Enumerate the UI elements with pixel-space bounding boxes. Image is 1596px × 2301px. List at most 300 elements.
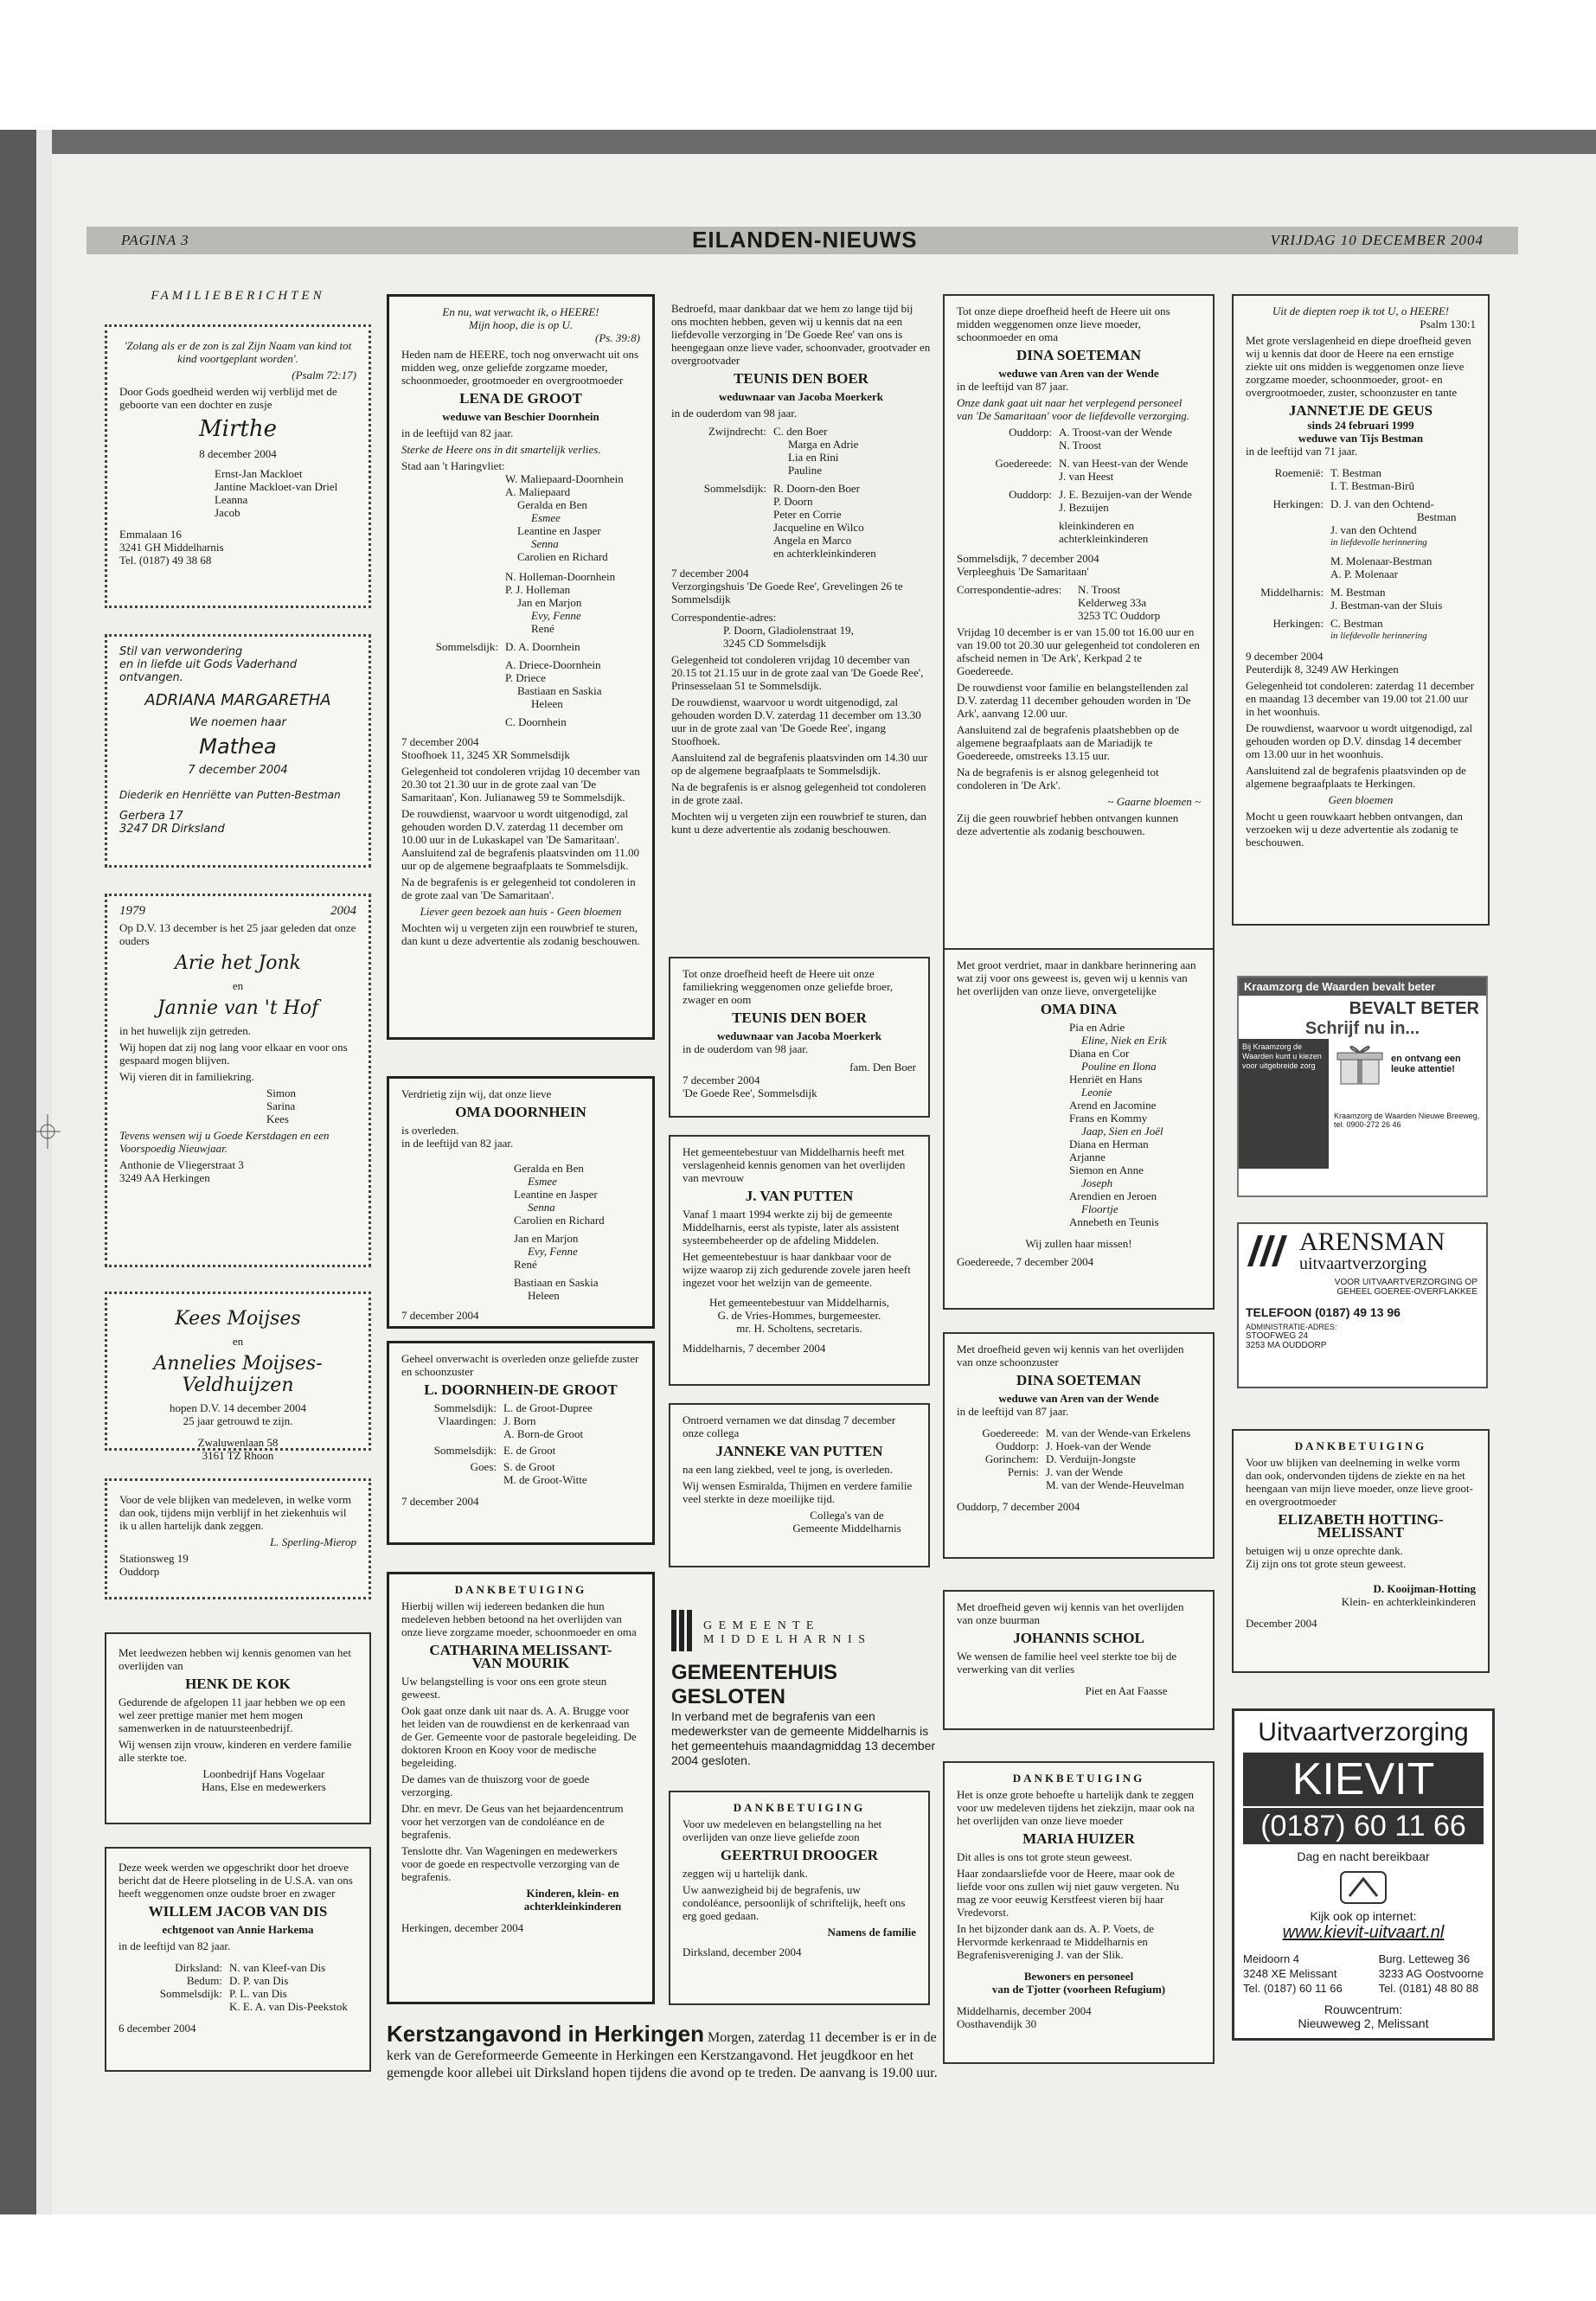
text: We wensen de familie heel veel sterkte toe bij de verwerking van dit verlies [957, 1650, 1177, 1676]
death-notice-doornhein-de-groot [387, 1341, 655, 1545]
intro: Verdrietig zijn wij, dat onze lieve [401, 1087, 552, 1100]
intro: Tot onze droefheid heeft de Heere uit onze familiekring weggenomen onze geliefde broer, zwager en oom [683, 967, 894, 1006]
section-title-wrap [108, 290, 368, 303]
relative: N. van Heest-van der Wende [1059, 457, 1189, 470]
phone: Tel. (0181) 48 80 88 [1378, 1982, 1479, 1995]
death-notice-kok [105, 1632, 371, 1824]
relative: Marga en Adrie [788, 438, 859, 451]
text: De rouwdienst voor familie en belangstellenden zal D.V. zaterdag 11 december gehouden worden in 'De Ark', aanvang 12.00 uur. [957, 681, 1191, 720]
place [957, 501, 1052, 514]
care-home: Verpleeghuis 'De Samaritaan' [957, 565, 1089, 578]
relative: Geralda en Ben [517, 498, 587, 511]
brand-name: KIEVIT [1243, 1753, 1484, 1806]
place [957, 470, 1052, 483]
arensman-ad[interactable] [1237, 1222, 1488, 1388]
age: in de ouderdom van 98 jaar. [671, 407, 798, 420]
heading: DANKBETUIGING [1012, 1772, 1145, 1785]
death-notice-oma-dina [943, 948, 1215, 1310]
grandchild: Arjanne [1069, 1150, 1106, 1163]
intro: Met groot verdriet, maar in dankbare herinnering aan wat zij voor ons geweest is, geven wij u kennis van het overlijden van onze lieve, onvergetelijke [957, 958, 1196, 997]
relative: I. T. Bestman-Birũ [1330, 479, 1415, 492]
text: in het huwelijk zijn getreden. [119, 1024, 251, 1037]
thanks-melissant [387, 1572, 655, 2004]
spouse: echtgenoot van Annie Harkema [162, 1923, 314, 1936]
text: Uw aanwezigheid bij de begrafenis, uw condoléance, persoonlijk of schriftelijk, heeft ons erg goed gedaan. [683, 1883, 906, 1922]
grandchild: Jaap, Sien en Joël [1081, 1125, 1163, 1138]
year-end: 2004 [330, 904, 356, 918]
relative: J. Bezuijen [1059, 501, 1109, 514]
flowers: ~ Gaarne bloemen ~ [1107, 795, 1201, 808]
line: Stil van verwondering [119, 645, 243, 658]
relative: en achterkleinkinderen [773, 547, 876, 560]
memorial: in liefdevolle herinnering [1330, 631, 1427, 641]
place: Stad aan 't Haringvliet: [401, 459, 505, 472]
place: Pernis: [1007, 1465, 1039, 1478]
relative: R. Doorn-den Boer [773, 482, 861, 495]
date: Sommelsdijk, 7 december 2004 [957, 552, 1099, 565]
kievit-ad[interactable] [1232, 1708, 1495, 2041]
place: Vlaardingen: [438, 1414, 497, 1427]
address-line: Meidoorn 4 [1243, 1952, 1300, 1965]
date: 7 december 2004 [671, 567, 749, 580]
gemeentehuis-notice [671, 1610, 946, 1774]
kraamzorg-ad[interactable] [1237, 976, 1488, 1197]
date: 7 december 2004 [401, 735, 479, 748]
article-headline: Kerstzangavond in Herkingen [387, 2021, 704, 2047]
care-home: Verzorgingshuis 'De Goede Ree', Grevelingen 26 te Sommelsdijk [671, 580, 903, 606]
place: Sommelsdijk: [159, 1987, 222, 2000]
ad-banner: Kraamzorg de Waarden bevalt beter [1239, 977, 1486, 996]
grandchild: Leantine en Jasper [514, 1188, 598, 1201]
signature: Het gemeentebestuur van Middelharnis, [709, 1296, 889, 1309]
date: 7 december 2004 [401, 1495, 479, 1508]
ad-side-text: Bij Kraamzorg de Waarden kunt u kiezen voor uitgebreide zorg [1239, 1039, 1329, 1169]
text: is overleden. [401, 1124, 459, 1137]
place: Sommelsdijk: [703, 482, 766, 495]
place [957, 1478, 1039, 1491]
text: Zij zijn ons tot grote steun geweest. [1246, 1557, 1407, 1570]
place: Herkingen: [1272, 497, 1324, 510]
text: Haar zondaarsliefde voor de Heere, maar ook de liefde voor ons zullen wij niet gauw vergeten. Nu mag ze voor eeuwig Kerstfeest vieren bij haar Vredevorst. [957, 1867, 1180, 1919]
text: Mochten wij u vergeten zijn een rouwbrief te sturen, dan kunt u deze advertentie als zodanig beschouwen. [671, 810, 927, 836]
address-line: 3253 MA OUDDORP [1246, 1341, 1327, 1350]
deceased-name: OMA DOORNHEIN [455, 1104, 586, 1120]
signature: Kinderen, klein- en [526, 1887, 619, 1900]
place: Zwijndrecht: [708, 425, 766, 438]
intro: Tot onze diepe droefheid heeft de Heere uit ons midden weggenomen onze lieve moeder, schoonmoeder en oma [957, 304, 1170, 343]
wish: Tevens wensen wij u Goede Kerstdagen en een Voorspoedig Nieuwjaar. [119, 1129, 330, 1155]
label: Correspondentie-adres: [671, 611, 777, 624]
quote-ref: (Psalm 72:17) [292, 369, 356, 381]
relative: Peter en Corrie [773, 508, 842, 521]
signature: achterkleinkinderen [523, 1900, 622, 1913]
name-wife: Annelies Moijses-Veldhuijzen [153, 1353, 323, 1396]
intro: Met leedwezen hebben wij kennis genomen van het overlijden van [119, 1646, 351, 1672]
heading: DANKBETUIGING [1294, 1439, 1427, 1452]
relative: P. Doorn [773, 495, 813, 508]
relative: J. van Heest [1059, 470, 1114, 483]
place [1246, 630, 1324, 643]
phone: (0187) 60 11 66 [1243, 1808, 1484, 1844]
age: in de ouderdom van 98 jaar. [683, 1042, 809, 1055]
masthead: EILANDEN-NIEUWS [692, 227, 918, 253]
date: December 2004 [1246, 1617, 1317, 1630]
thanks-sperling [105, 1478, 371, 1599]
parents: Diederik en Henriëtte van Putten-Bestman [119, 789, 341, 801]
text: Na de begrafenis is er alsnog gelegenheid tot condoleren in de grote zaal. [671, 780, 926, 806]
municipality-logo-icon [671, 1610, 695, 1656]
place: Gorinchem: [984, 1452, 1039, 1465]
deceased-name: ELIZABETH HOTTING- [1278, 1511, 1444, 1528]
place: Goedereede: [995, 457, 1052, 470]
relative: M. de Groot-Witte [503, 1473, 587, 1486]
relative: achterkleinkinderen [1059, 532, 1149, 545]
intro: Heden nam de HEERE, toch nog onverwacht uit ons midden weg, onze geliefde zorgzame moeder, schoonmoeder, grootmoeder en overgrootmoeder [401, 348, 639, 387]
relative: E. de Groot [503, 1444, 556, 1457]
kerstzang-article [387, 2021, 943, 2080]
logo-text: M I D D E L H A R N I S [703, 1632, 867, 1646]
place [119, 2000, 222, 2013]
kievit-logo-icon [1339, 1870, 1388, 1905]
quote: Uit de diepten roep ik tot U, o HEERE! [1272, 304, 1450, 317]
notice-van-putten-gemeente [669, 1135, 930, 1386]
relative: N. Troost [1059, 439, 1102, 452]
relative: J. Born [503, 1414, 536, 1427]
ad-line: Dag en nacht bereikbaar [1297, 1849, 1430, 1863]
deceased-name: OMA DINA [1040, 1001, 1118, 1017]
closing: Wij zullen haar missen! [1025, 1237, 1132, 1250]
address: Oosthavendijk 30 [957, 2017, 1037, 2030]
death-notice-teunis-2 [669, 957, 930, 1118]
relative: D. J. van den Ochtend- [1330, 497, 1434, 510]
text: Voor de vele blijken van medeleven, in welke vorm dan ook, tijdens mijn verblijf in het ziekenhuis wil ik u allen hartelijk dank zeggen. [119, 1493, 351, 1532]
label: Correspondentie-adres: [957, 583, 1062, 596]
relative: kleinkinderen en [1059, 519, 1134, 532]
address-line: Stationsweg 19 [119, 1552, 189, 1565]
name: N. van Kleef-van Dis [229, 1961, 326, 1974]
place [1246, 567, 1324, 580]
memorial: in liefdevolle herinnering [1330, 537, 1427, 548]
text: 25 jaar getrouwd te zijn. [183, 1414, 293, 1427]
place: 'De Goede Ree', Sommelsdijk [683, 1086, 817, 1099]
relative: J. van der Wende [1046, 1465, 1123, 1478]
death-notice-soeteman-2 [943, 1332, 1215, 1559]
date: Middelharnis, 7 december 2004 [683, 1342, 826, 1355]
intro: Met droefheid geven wij kennis van het overlijden van onze buurman [957, 1600, 1184, 1626]
thanks-staff: Onze dank gaat uit naar het verplegend personeel van 'De Samaritaan' voor de liefdevolle verzorging. [957, 396, 1189, 422]
grandchild: Diana en Herman [1069, 1138, 1149, 1150]
text: Tenslotte dhr. Van Wageningen en medewerkers voor de goede en respectvolle verzorging van de begrafenis. [401, 1844, 620, 1883]
arensman-logo-icon [1246, 1232, 1294, 1270]
text: Dit alles is ons tot grote steun geweest. [957, 1850, 1132, 1863]
logo-text: G E M E E N T E [703, 1618, 816, 1632]
parent: Ernst-Jan Mackloet [215, 467, 303, 480]
ad-offer: en ontvang een leuke attentie! [1391, 1054, 1461, 1074]
deceased-name: DINA SOETEMAN [1016, 1372, 1142, 1388]
text: Gedurende de afgelopen 11 jaar hebben we op een wel zeer prettige manier met hem mogen samenwerken in de natuursteenbedrijf. [119, 1695, 346, 1734]
signature: Bewoners en personeel [1023, 1970, 1134, 1983]
grandchild: Leonie [1081, 1086, 1112, 1099]
text: Wij vieren dit in familiekring. [119, 1070, 254, 1083]
place [401, 1473, 497, 1486]
place [957, 439, 1052, 452]
child: Simon [266, 1086, 296, 1099]
address-line: Nieuweweg 2, Melissant [1298, 2016, 1429, 2030]
relative: M. Bestman [1330, 586, 1386, 599]
name-wife: Jannie van 't Hof [157, 997, 319, 1019]
registration-mark-icon [35, 1114, 61, 1149]
text: hopen D.V. 14 december 2004 [170, 1401, 306, 1414]
age: in de leeftijd van 82 jaar. [119, 1939, 231, 1952]
text: Het gemeentebestuur is haar dankbaar voor de wijze waarop zij zich gedurende zovele jaren heeft ingezet voor het welzijn van de gemeente. [683, 1250, 911, 1289]
relative: M. Molenaar-Bestman [1330, 554, 1433, 567]
relative: J. van den Ochtend [1330, 523, 1417, 536]
deceased-name: JOHANNIS SCHOL [1013, 1630, 1144, 1646]
relative: S. de Groot [503, 1460, 555, 1473]
date: 7 december 2004 [683, 1074, 760, 1086]
address-line: P. Doorn, Gladiolenstraat 19, [723, 624, 854, 637]
grandchild: Floortje [1081, 1202, 1118, 1215]
grandchild: Joseph [1081, 1176, 1113, 1189]
relative: N. Holleman-Doornhein [505, 570, 616, 583]
death-notice-teunis-1 [671, 298, 931, 839]
signature: Hans, Else en medewerkers [202, 1780, 326, 1793]
text: Na de begrafenis is er alsnog gelegenheid tot condoleren in 'De Ark'. [957, 766, 1159, 792]
signature: Loonbedrijf Hans Vogelaar [202, 1767, 325, 1780]
age: in de leeftijd van 87 jaar. [957, 1405, 1069, 1418]
place [1246, 554, 1324, 567]
ad-title: Uitvaartverzorging [1258, 1718, 1469, 1747]
no-flowers: Geen bloemen [1328, 793, 1394, 806]
text: Het is onze grote behoefte u hartelijk dank te zeggen voor uw medeleven tijdens het ziekzijn, maar ook na het overlijden van onze lieve moeder [957, 1788, 1195, 1827]
age: in de leeftijd van 71 jaar. [1246, 445, 1358, 458]
intro: Bedroefd, maar dankbaar dat we hem zo lange tijd bij ons mochten hebben, geven wij u kennis dat na een liefdevolle verzorging in 'De Goede Ree' van ons is heengegaan onze lieve vader, schoonvader, grootvader en overgrootvader [671, 302, 931, 367]
date: Dirksland, december 2004 [683, 1945, 802, 1958]
grandchild: René [514, 1258, 537, 1271]
deceased-name: WILLEM JACOB VAN DIS [148, 1903, 328, 1920]
sibling: Leanna [215, 493, 248, 506]
grandchild: Esmee [528, 1175, 557, 1188]
relative: W. Maliepaard-Doornhein [505, 472, 624, 485]
place: Middelharnis: [1260, 586, 1324, 599]
relative: Senna [531, 537, 559, 550]
relative: M. van der Wende-Heuvelman [1046, 1478, 1184, 1491]
parent: Jantine Mackloet-van Driel [215, 480, 338, 493]
relative: P. J. Holleman [505, 583, 571, 596]
place [957, 532, 1052, 545]
spouse: weduwnaar van Jacoba Moerkerk [718, 390, 884, 403]
website-link[interactable]: www.kievit-uitvaart.nl [1282, 1923, 1445, 1942]
address-line: Anthonie de Vliegerstraat 3 [119, 1158, 244, 1171]
grandchild: Annebeth en Teunis [1069, 1215, 1159, 1228]
place [1246, 479, 1324, 492]
intro: Met droefheid geven wij kennis van het overlijden van onze schoonzuster [957, 1343, 1184, 1368]
place: Herkingen: [1272, 617, 1324, 630]
signature: mr. H. Scholtens, secretaris. [736, 1322, 862, 1335]
sibling: Jacob [215, 506, 240, 519]
signature: Gemeente Middelharnis [792, 1522, 901, 1535]
spouse: weduwe van Beschier Doornhein [442, 410, 599, 423]
signature: G. de Vries-Hommes, burgemeester. [717, 1309, 881, 1322]
deceased-name: DINA SOETEMAN [1016, 347, 1142, 363]
place [1246, 523, 1324, 536]
anniversary-notice-moijses [105, 1292, 371, 1462]
age: in de leeftijd van 82 jaar. [401, 1137, 514, 1150]
text: In het bijzonder dank aan ds. A. P. Voets, de Hervormde kerkenraad te Middelharnis en Begrafenisvereniging J. van der Slik. [957, 1922, 1155, 1961]
thanks-hotting [1232, 1429, 1490, 1673]
ad-headline: Schrijf nu in... [1304, 1019, 1420, 1038]
child: Kees [266, 1112, 289, 1125]
address-line: Burg. Letteweg 36 [1378, 1952, 1471, 1965]
date: 9 december 2004 [1246, 650, 1324, 663]
relative: J. Bestman-van der Sluis [1330, 599, 1443, 612]
grandchild: Evy, Fenne [528, 1245, 578, 1258]
relative: Evy, Fenne [531, 609, 581, 622]
date: Herkingen, december 2004 [401, 1921, 524, 1934]
intro: Het gemeentebestuur van Middelharnis heeft met verslagenheid kennis genomen van het overlijden van mevrouw [683, 1145, 906, 1184]
name-husband: Kees Moijses [175, 1308, 301, 1330]
grandchild: Jan en Marjon [514, 1232, 579, 1245]
place: Goedereede: [982, 1426, 1039, 1439]
quote: 'Zolang als er de zon is zal Zijn Naam van kind tot kind voortgeplant worden'. [124, 339, 352, 365]
thanks-drooger [669, 1791, 930, 2005]
name: P. L. van Dis [229, 1987, 287, 2000]
text: Voor uw blijken van deelneming in welke vorm dan ook, ondervonden tijdens de ziekte en na het heengaan van mijn lieve moeder, onze lieve groot- en overgrootmoeder [1246, 1456, 1473, 1508]
deceased-name: J. VAN PUTTEN [745, 1188, 854, 1204]
text: De rouwdienst, waarvoor u wordt uitgenodigd, zal gehouden worden D.V. zaterdag 11 december om 13.30 uur in de grote zaal van 'De Goede Ree', ingang Stoofhoek. [671, 695, 921, 747]
scan-border-top [0, 130, 1596, 154]
address-line: STOOFWEG 24 [1246, 1331, 1309, 1341]
grandchild: Heleen [528, 1289, 560, 1302]
text: Mochten wij u vergeten zijn een rouwbrief te sturen, dan kunt u deze advertentie als zodanig beschouwen. [401, 921, 640, 947]
relative: Jacqueline en Wilco [773, 521, 864, 534]
conjunction: en [232, 979, 244, 992]
text: na een lang ziekbed, veel te jong, is overleden. [683, 1463, 893, 1476]
address-line: Kelderweg 33a [1078, 596, 1147, 609]
brand-name: ARENSMAN [1299, 1227, 1445, 1256]
signature: fam. Den Boer [849, 1061, 916, 1074]
page-number: PAGINA 3 [121, 232, 189, 248]
birth-date: 7 december 2004 [188, 764, 288, 777]
relative: M. van der Wende-van Erkelens [1046, 1426, 1191, 1439]
intro: Op D.V. 13 december is het 25 jaar geleden dat onze ouders [119, 921, 356, 947]
relative: Bestman [1417, 510, 1457, 523]
relative: C. Doornhein [505, 715, 567, 728]
spouse: weduwnaar van Jacoba Moerkerk [716, 1029, 882, 1042]
date: 7 december 2004 [401, 1309, 479, 1322]
date: Middelharnis, december 2004 [957, 2004, 1092, 2017]
ad-contact: Kraamzorg de Waarden Nieuwe Breeweg, tel. 0900-272 26 46 [1334, 1112, 1480, 1129]
grandchild: Carolien en Richard [514, 1214, 605, 1227]
relative: Angela en Marco [773, 534, 852, 547]
death-notice-dina-soeteman [943, 294, 1215, 957]
address-line: 3249 AA Herkingen [119, 1171, 210, 1184]
text: Gelegenheid tot condoleren: zaterdag 11 december en maandag 13 december van 19.00 tot 21.00 uur in het woonhuis. [1246, 679, 1475, 718]
page-header [87, 227, 1518, 254]
relative: J. Hoek-van der Wende [1046, 1439, 1151, 1452]
place: Bedum: [186, 1974, 222, 1987]
relative: Lia en Rini [788, 451, 839, 464]
deceased-name: JANNEKE VAN PUTTEN [715, 1443, 883, 1459]
birth-date: 8 december 2004 [199, 447, 277, 460]
death-notice-de-geus [1232, 294, 1490, 926]
place [1246, 510, 1324, 523]
child-name: Mirthe [199, 416, 277, 442]
age: in de leeftijd van 87 jaar. [957, 380, 1069, 393]
text: Voor uw medeleven en belangstelling na het overlijden van onze lieve geliefde zoon [683, 1817, 882, 1843]
conjunction: en [232, 1335, 244, 1348]
death-notice-lena-de-groot [387, 294, 655, 1040]
address-line: 3233 AG Oostvoorne [1378, 1967, 1484, 1980]
address: Stoofhoek 11, 3245 XR Sommelsdijk [401, 748, 570, 761]
death-notice-vandis [105, 1847, 371, 2072]
heading: DANKBETUIGING [733, 1801, 866, 1814]
name-husband: Arie het Jonk [174, 952, 302, 974]
address: Peuterdijk 8, 3249 AW Herkingen [1246, 663, 1399, 676]
quote: En nu, wat verwacht ik, o HEERE! [442, 305, 599, 318]
relative: A. Driece-Doornhein [505, 658, 601, 671]
name: D. P. van Dis [229, 1974, 289, 1987]
text: Uw belangstelling is voor ons een grote steun geweest. [401, 1675, 607, 1701]
motto: Sterke de Heere ons in dit smartelijk verlies. [401, 443, 601, 456]
since: sinds 24 februari 1999 [1307, 419, 1414, 432]
signature: D. Kooijman-Hotting [1373, 1582, 1476, 1595]
address-line: 3247 DR Dirksland [119, 823, 225, 836]
deceased-name: TEUNIS DEN BOER [734, 370, 869, 387]
spouse: weduwe van Aren van der Wende [998, 1392, 1159, 1405]
ad-line: VOOR UITVAARTVERZORGING OP [1334, 1278, 1477, 1287]
grandchild: Geralda en Ben [514, 1162, 584, 1175]
article-text: Morgen, zaterdag 11 december is er in de kerk van de Gereformeerde Gemeente in Herkingen een Kerstzangavond. Het jeugdkoor en het gemengde koor allebei uit Dirksland hopen tijdens die avond op te treden. De aanvang is 19.00 uur. [387, 2030, 938, 2080]
heading: DANKBETUIGING [454, 1583, 587, 1596]
intro: Deze week werden we opgeschrikt door het droeve bericht dat de Heere plotseling in de U.S.A. van ons heeft weggenomen onze oudste broer en zwager [119, 1861, 353, 1900]
grandchild: Arend en Jacomine [1069, 1099, 1157, 1112]
spouse: weduwe van Aren van der Wende [998, 367, 1159, 380]
grandchild: Frans en Kommy [1069, 1112, 1148, 1125]
relative: D. Verduijn-Jongste [1046, 1452, 1136, 1465]
deceased-name: MELISSANT [1317, 1524, 1405, 1541]
child: Sarina [266, 1099, 296, 1112]
text: Na de begrafenis is er gelegenheid tot condoleren in de grote zaal van 'De Samaritaan'. [401, 875, 636, 901]
relative: Carolien en Richard [517, 550, 608, 563]
place [1246, 536, 1324, 549]
gift-icon [1334, 1042, 1386, 1086]
phone: Tel. (0187) 60 11 66 [1243, 1982, 1343, 1995]
address-line: Tel. (0187) 49 38 68 [119, 554, 212, 567]
deceased-name: CATHARINA MELISSANT- [429, 1642, 612, 1658]
relative: D. A. Doornhein [505, 640, 580, 653]
grandchild: Senna [528, 1201, 555, 1214]
place: Roemenië: [1274, 466, 1324, 479]
spouse: weduwe van Tijs Bestman [1298, 432, 1424, 445]
relative: René [531, 622, 554, 635]
place: Ouddorp: [996, 1439, 1039, 1452]
call-name: Mathea [199, 734, 277, 759]
line: en in liefde uit Gods Vaderhand ontvangen. [119, 658, 298, 684]
ad-line: GEHEEL GOEREE-OVERFLAKKEE [1336, 1287, 1477, 1297]
text: De dames van de thuiszorg voor de goede verzorging. [401, 1772, 590, 1798]
grandchild: Eline, Niek en Erik [1081, 1034, 1167, 1047]
relative: Leantine en Jasper [517, 524, 601, 537]
signature: Namens de familie [827, 1926, 916, 1939]
place: Sommelsdijk: [433, 1444, 497, 1457]
issue-date: VRIJDAG 10 DECEMBER 2004 [1270, 232, 1484, 248]
notice-van-putten-collega [669, 1403, 930, 1567]
text: De rouwdienst, waarvoor u wordt uitgenodigd, zal gehouden worden op D.V. dinsdag 14 december om 13.00 uur in het woonhuis. [1246, 721, 1473, 760]
thanks-huizer [943, 1761, 1215, 2064]
intro: Door Gods goedheid werden wij verblijd met de geboorte van een dochter en zusje [119, 385, 337, 411]
intro: Geheel onverwacht is overleden onze geliefde zuster en schoonzuster [401, 1352, 639, 1378]
